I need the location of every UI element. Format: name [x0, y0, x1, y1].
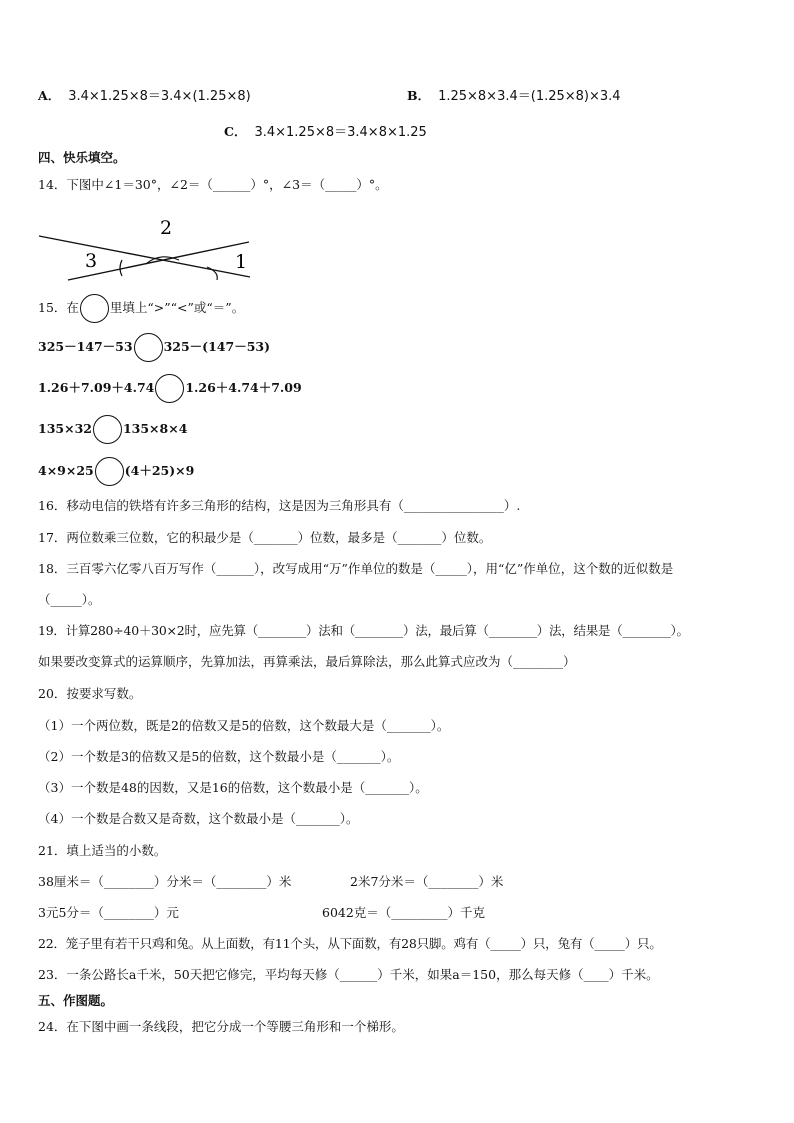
option-c-expression: 3.4×1.25×8＝3.4×8×1.25 — [254, 125, 427, 140]
option-a — [38, 88, 251, 105]
compare-left: 325－147－53 — [38, 339, 133, 354]
angle-3-arc — [120, 260, 122, 276]
answer-circle-icon[interactable] — [80, 294, 109, 323]
question-21-d: 6042克＝（_________）千克 — [322, 905, 486, 920]
question-20-4: （4）一个数是合数又是奇数，这个数最小是（_______）。 — [38, 811, 359, 826]
question-20: 20．按要求写数。 — [38, 686, 142, 701]
question-15-suffix: 里填上“>”“<”或“＝”。 — [109, 300, 245, 315]
question-24: 24．在下图中画一条线段，把它分成一个等腰三角形和一个梯形。 — [38, 1019, 404, 1034]
compare-right: 325－(147－53) — [163, 339, 271, 354]
question-22: 22．笼子里有若干只鸡和兔。从上面数，有11个头，从下面数，有28只脚。鸡有（_____）只，兔有（_____）只。 — [38, 936, 662, 951]
option-c-label: C． — [224, 124, 247, 139]
question-16: 16．移动电信的铁塔有许多三角形的结构，这是因为三角形具有（________________）. — [38, 498, 521, 513]
angle-label-1: 1 — [235, 251, 248, 273]
question-18-line-2: （_____）。 — [38, 592, 101, 607]
compare-left: 135×32 — [38, 421, 92, 436]
compare-circle-icon[interactable] — [155, 374, 184, 403]
question-21: 21．填上适当的小数。 — [38, 843, 167, 858]
option-a-label: A． — [38, 88, 61, 103]
question-23: 23．一条公路长a千米，50天把它修完，平均每天修（______）千米，如果a＝150，那么每天修（____）千米。 — [38, 967, 659, 982]
angle-line-1 — [39, 236, 250, 277]
compare-right: 135×8×4 — [122, 421, 188, 436]
angle-label-3: 3 — [85, 250, 98, 272]
option-b-label: B． — [407, 88, 431, 103]
section-heading-5: 五、作图题。 — [38, 993, 114, 1008]
question-21-a: 38厘米＝（________）分米＝（________）米 — [38, 874, 292, 889]
question-20-2: （2）一个数是3的倍数又是5的倍数，这个数最小是（_______）。 — [38, 749, 400, 764]
compare-left: 1.26＋7.09＋4.74 — [38, 380, 155, 395]
angle-label-2: 2 — [160, 217, 173, 239]
angle-figure — [36, 212, 256, 284]
option-a-expression: 3.4×1.25×8＝3.4×(1.25×8) — [68, 89, 251, 104]
option-c — [224, 124, 427, 141]
question-21-b: 2米7分米＝（________）米 — [350, 874, 504, 889]
compare-item-3 — [38, 415, 187, 444]
question-19-line-1: 19．计算280÷40＋30×2时，应先算（________）法和（________）法，最后算（________）法，结果是（________）。 — [38, 623, 689, 638]
option-b-expression: 1.25×8×3.4＝(1.25×8)×3.4 — [438, 89, 621, 104]
question-21-c: 3元5分＝（________）元 — [38, 905, 179, 920]
question-14: 14．下图中∠1＝30°，∠2＝（______）°，∠3＝（_____）°。 — [38, 177, 388, 192]
question-20-3: （3）一个数是48的因数，又是16的倍数，这个数最小是（_______）。 — [38, 780, 428, 795]
question-18-line-1: 18．三百零六亿零八百万写作（______），改写成用“万”作单位的数是（_____），用“亿”作单位，这个数的近似数是 — [38, 561, 674, 576]
compare-right: 1.26＋4.74＋7.09 — [185, 380, 302, 395]
question-15-prefix: 15．在 — [38, 300, 79, 315]
question-20-1: （1）一个两位数，既是2的倍数又是5的倍数，这个数最大是（_______）。 — [38, 718, 450, 733]
option-b — [407, 88, 621, 105]
compare-item-1 — [38, 333, 270, 362]
section-heading-4: 四、快乐填空。 — [38, 150, 126, 165]
question-19-line-2: 如果要改变算式的运算顺序，先算加法，再算乘法，最后算除法，那么此算式应改为（________） — [38, 654, 576, 669]
compare-circle-icon[interactable] — [134, 333, 163, 362]
compare-left: 4×9×25 — [38, 463, 94, 478]
compare-item-2 — [38, 374, 302, 403]
compare-circle-icon[interactable] — [93, 415, 122, 444]
compare-right: (4＋25)×9 — [124, 463, 195, 478]
compare-item-4 — [38, 457, 194, 486]
question-15 — [38, 294, 244, 323]
compare-circle-icon[interactable] — [95, 457, 124, 486]
question-17: 17．两位数乘三位数，它的积最少是（_______）位数，最多是（_______）位数。 — [38, 530, 492, 545]
